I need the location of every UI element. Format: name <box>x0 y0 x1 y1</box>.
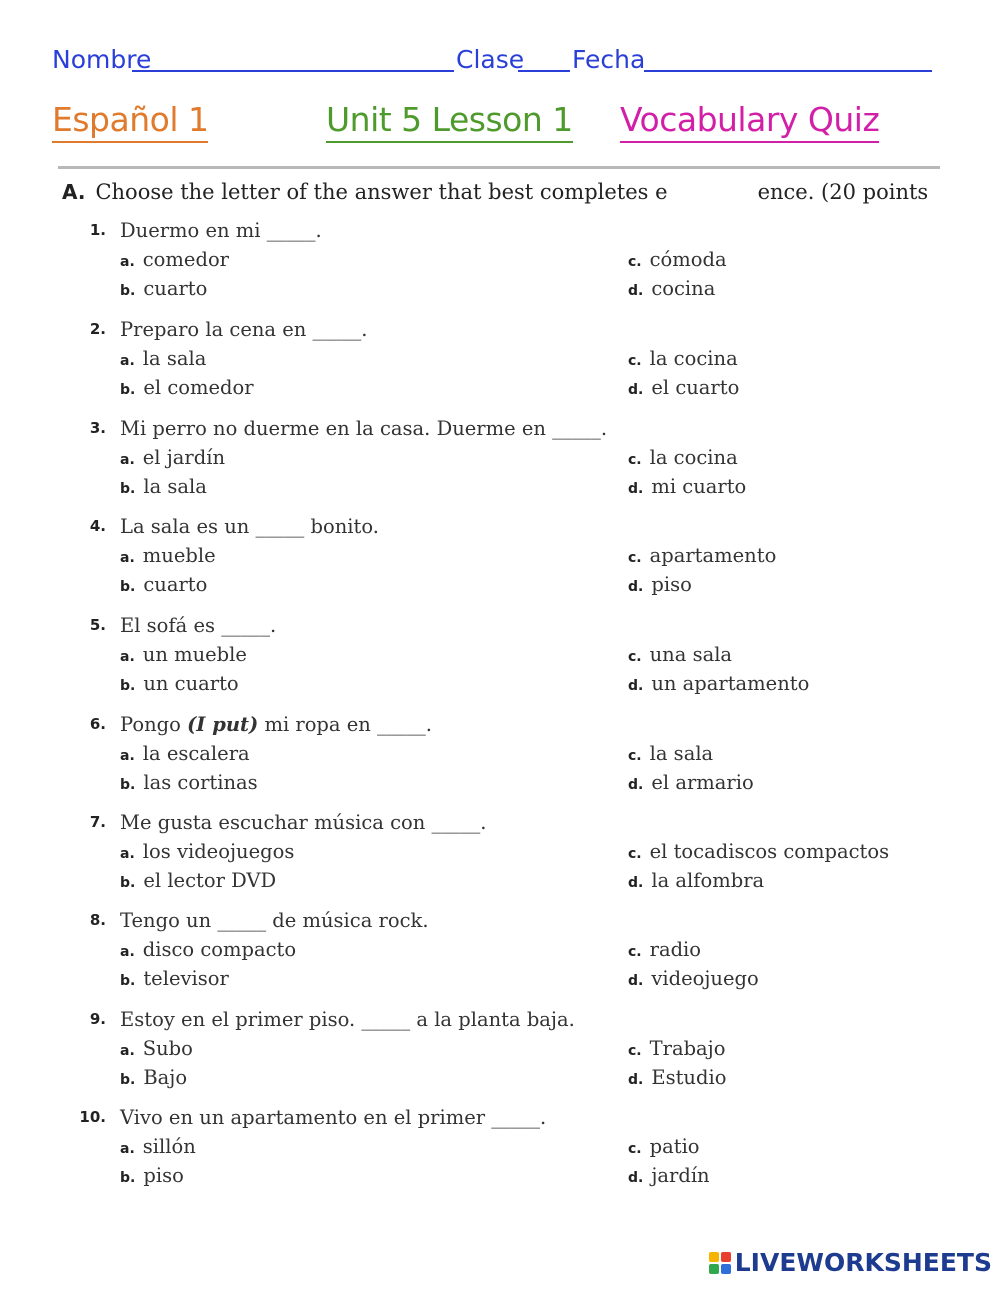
option-b[interactable] <box>120 771 258 794</box>
option-letter: a. <box>120 254 135 270</box>
option-a[interactable] <box>120 742 250 765</box>
unit-title: Unit 5 Lesson 1 <box>326 100 573 143</box>
option-letter: a. <box>120 649 135 665</box>
option-c[interactable] <box>628 643 732 666</box>
instructions <box>62 180 940 210</box>
nombre-blank[interactable] <box>132 70 454 72</box>
question-number: 2. <box>89 320 106 338</box>
option-a[interactable] <box>120 840 294 863</box>
option-letter: b. <box>120 1170 136 1186</box>
option-letter: a. <box>120 550 135 566</box>
option-c[interactable] <box>628 1037 725 1060</box>
question-3 <box>62 417 942 507</box>
option-text: cuarto <box>143 573 208 596</box>
option-d[interactable] <box>628 376 739 399</box>
option-text: un mueble <box>142 643 247 666</box>
question-stem <box>120 713 432 736</box>
option-text: el tocadiscos compactos <box>649 840 890 863</box>
option-text: cocina <box>651 277 716 300</box>
option-text: un apartamento <box>651 672 810 695</box>
option-letter: d. <box>628 283 644 299</box>
question-stem: Tengo un _____ de música rock. <box>120 909 429 932</box>
option-b[interactable] <box>120 672 239 695</box>
option-letter: c. <box>628 1043 642 1059</box>
option-letter: c. <box>628 353 642 369</box>
question-number: 10. <box>79 1108 106 1126</box>
option-text: el armario <box>651 771 754 794</box>
question-5 <box>62 614 942 704</box>
liveworksheets-logo <box>709 1248 992 1277</box>
option-text: apartamento <box>649 544 777 567</box>
question-number: 8. <box>89 911 106 929</box>
option-text: las cortinas <box>143 771 258 794</box>
option-a[interactable] <box>120 1037 193 1060</box>
nombre-label: Nombre <box>52 45 152 74</box>
option-text: patio <box>649 1135 700 1158</box>
option-a[interactable] <box>120 347 206 370</box>
option-text: mi cuarto <box>651 475 747 498</box>
question-stem: La sala es un _____ bonito. <box>120 515 379 538</box>
option-text: una sala <box>649 643 733 666</box>
question-stem: Me gusta escuchar música con _____. <box>120 811 487 834</box>
question-number: 7. <box>89 813 106 831</box>
question-stem: Mi perro no duerme en la casa. Duerme en _____. <box>120 417 608 440</box>
option-letter: c. <box>628 748 642 764</box>
student-info-row <box>52 38 932 78</box>
option-a[interactable] <box>120 1135 196 1158</box>
question-9 <box>62 1008 942 1098</box>
option-a[interactable] <box>120 938 296 961</box>
question-number: 3. <box>89 419 106 437</box>
option-c[interactable] <box>628 938 701 961</box>
option-d[interactable] <box>628 1164 710 1187</box>
option-letter: b. <box>120 1072 136 1088</box>
option-text: piso <box>143 1164 184 1187</box>
option-b[interactable] <box>120 1164 184 1187</box>
option-text: el comedor <box>143 376 254 399</box>
option-text: piso <box>651 573 692 596</box>
option-text: cuarto <box>143 277 208 300</box>
question-7 <box>62 811 942 901</box>
option-letter: a. <box>120 748 135 764</box>
option-text: Bajo <box>143 1066 188 1089</box>
quiz-title: Vocabulary Quiz <box>620 100 879 143</box>
option-letter: a. <box>120 1043 135 1059</box>
option-c[interactable] <box>628 544 776 567</box>
option-letter: d. <box>628 1170 644 1186</box>
option-text: Subo <box>142 1037 193 1060</box>
option-text: jardín <box>651 1164 710 1187</box>
option-a[interactable] <box>120 248 229 271</box>
question-6 <box>62 713 942 803</box>
option-letter: b. <box>120 973 136 989</box>
option-a[interactable] <box>120 544 216 567</box>
option-letter: d. <box>628 382 644 398</box>
option-letter: a. <box>120 1141 135 1157</box>
option-d[interactable] <box>628 869 764 892</box>
liveworksheets-icon <box>709 1252 731 1274</box>
fecha-label: Fecha <box>572 45 646 74</box>
option-text: la escalera <box>142 742 250 765</box>
option-text: el cuarto <box>651 376 740 399</box>
question-stem: Vivo en un apartamento en el primer _____. <box>120 1106 547 1129</box>
option-text: un cuarto <box>143 672 239 695</box>
option-letter: c. <box>628 649 642 665</box>
option-letter: d. <box>628 678 644 694</box>
option-letter: a. <box>120 353 135 369</box>
option-d[interactable] <box>628 672 809 695</box>
divider <box>58 166 940 169</box>
option-letter: c. <box>628 550 642 566</box>
question-number: 1. <box>89 221 106 239</box>
option-text: sillón <box>142 1135 196 1158</box>
option-d[interactable] <box>628 1066 726 1089</box>
option-letter: d. <box>628 1072 644 1088</box>
clase-label: Clase <box>456 45 525 74</box>
option-b[interactable] <box>120 869 276 892</box>
option-letter: c. <box>628 1141 642 1157</box>
question-number: 6. <box>89 715 106 733</box>
option-letter: b. <box>120 481 136 497</box>
option-c[interactable] <box>628 742 713 765</box>
stem-end: mi ropa en _____. <box>258 713 432 736</box>
option-c[interactable] <box>628 248 727 271</box>
option-letter: d. <box>628 777 644 793</box>
option-letter: b. <box>120 777 136 793</box>
option-text: el lector DVD <box>143 869 277 892</box>
question-number: 5. <box>89 616 106 634</box>
option-b[interactable] <box>120 475 207 498</box>
option-c[interactable] <box>628 840 889 863</box>
fecha-blank[interactable] <box>644 70 932 72</box>
stem-gloss: (I put) <box>187 713 259 736</box>
option-letter: d. <box>628 875 644 891</box>
scan-gap <box>668 182 758 206</box>
option-text: la alfombra <box>651 869 765 892</box>
option-letter: c. <box>628 254 642 270</box>
option-a[interactable] <box>120 446 225 469</box>
question-stem: Estoy en el primer piso. _____ a la planta baja. <box>120 1008 575 1031</box>
instructions-text-right: ence. (20 points <box>757 180 929 204</box>
option-letter: b. <box>120 875 136 891</box>
option-a[interactable] <box>120 643 247 666</box>
option-d[interactable] <box>628 573 692 596</box>
option-d[interactable] <box>628 967 759 990</box>
option-c[interactable] <box>628 446 738 469</box>
option-letter: d. <box>628 973 644 989</box>
option-text: disco compacto <box>142 938 297 961</box>
option-d[interactable] <box>628 277 715 300</box>
option-b[interactable] <box>120 967 229 990</box>
option-d[interactable] <box>628 475 746 498</box>
option-text: televisor <box>143 967 229 990</box>
option-letter: d. <box>628 481 644 497</box>
question-number: 9. <box>89 1010 106 1028</box>
question-1 <box>62 219 942 309</box>
option-text: mueble <box>142 544 216 567</box>
stem-start: Pongo <box>120 713 188 736</box>
option-letter: d. <box>628 579 644 595</box>
course-title: Español 1 <box>52 100 208 143</box>
question-stem: El sofá es _____. <box>120 614 277 637</box>
option-letter: b. <box>120 283 136 299</box>
option-text: cómoda <box>649 248 727 271</box>
option-b[interactable] <box>120 573 207 596</box>
question-2 <box>62 318 942 408</box>
option-letter: b. <box>120 382 136 398</box>
option-letter: b. <box>120 579 136 595</box>
option-text: los videojuegos <box>142 840 295 863</box>
option-letter: c. <box>628 452 642 468</box>
option-letter: c. <box>628 846 642 862</box>
option-letter: a. <box>120 846 135 862</box>
option-text: la sala <box>649 742 714 765</box>
option-text: el jardín <box>142 446 226 469</box>
option-text: la sala <box>143 475 207 498</box>
question-10 <box>62 1106 942 1196</box>
option-b[interactable] <box>120 1066 187 1089</box>
option-letter: a. <box>120 944 135 960</box>
option-text: comedor <box>142 248 230 271</box>
question-4 <box>62 515 942 605</box>
option-text: Trabajo <box>649 1037 726 1060</box>
option-text: la sala <box>142 347 207 370</box>
option-b[interactable] <box>120 376 254 399</box>
option-text: Estudio <box>651 1066 727 1089</box>
clase-blank[interactable] <box>518 70 570 72</box>
section-letter: A. <box>62 180 86 204</box>
question-stem: Duermo en mi _____. <box>120 219 322 242</box>
option-text: la cocina <box>649 446 738 469</box>
instructions-text-left: Choose the letter of the answer that best completes e <box>95 180 668 204</box>
option-letter: b. <box>120 678 136 694</box>
option-b[interactable] <box>120 277 207 300</box>
option-letter: a. <box>120 452 135 468</box>
question-stem: Preparo la cena en _____. <box>120 318 368 341</box>
option-d[interactable] <box>628 771 754 794</box>
option-text: la cocina <box>649 347 738 370</box>
option-text: videojuego <box>651 967 759 990</box>
option-letter: c. <box>628 944 642 960</box>
option-c[interactable] <box>628 347 738 370</box>
question-number: 4. <box>89 517 106 535</box>
brand-name: LIVEWORKSHEETS <box>734 1248 992 1277</box>
option-text: radio <box>649 938 702 961</box>
question-8 <box>62 909 942 999</box>
option-c[interactable] <box>628 1135 700 1158</box>
